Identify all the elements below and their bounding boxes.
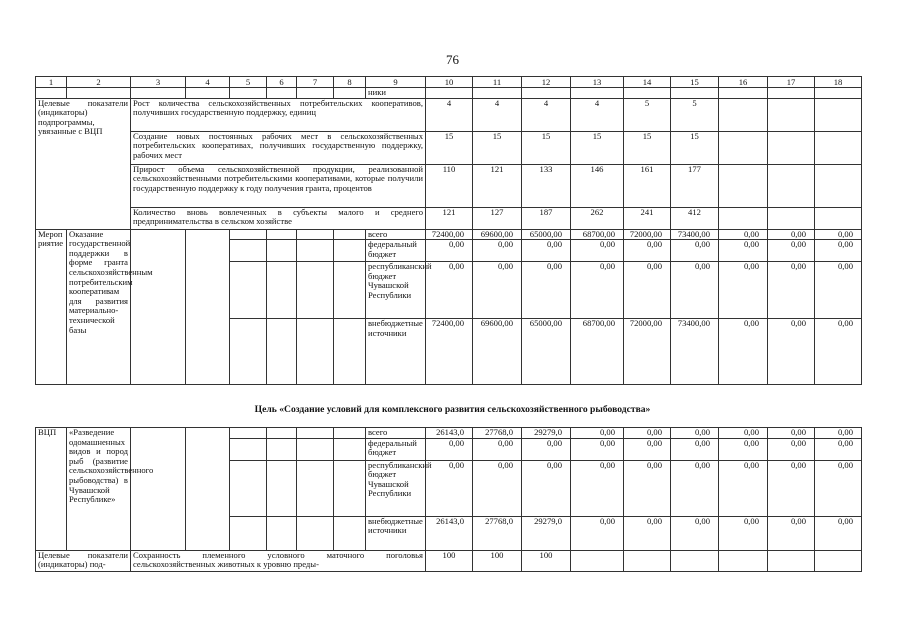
amount-cell: 0,00 [426, 262, 473, 319]
indicator-text: Сохранность племенного условного маточного поголовья сельскохозяйственных животных к уровню преды- [131, 550, 426, 571]
value-cell: 100 [426, 550, 473, 571]
amount-cell: 0,00 [768, 428, 815, 439]
col-number: 11 [473, 77, 522, 88]
measure-type: Мероприятие [36, 229, 67, 385]
amount-cell: 72400,00 [426, 229, 473, 240]
value-cell: 146 [571, 164, 624, 207]
col-number: 3 [131, 77, 186, 88]
table-row [36, 207, 862, 229]
amount-cell: 0,00 [426, 438, 473, 460]
amount-cell: 73400,00 [671, 319, 719, 385]
amount-cell: 0,00 [719, 240, 768, 262]
value-cell: 4 [473, 98, 522, 131]
col-number: 14 [624, 77, 671, 88]
table-row [36, 164, 862, 207]
indicators-label: Целевые показатели (индикаторы) под- [36, 550, 131, 571]
amount-cell: 0,00 [719, 460, 768, 516]
value-cell: 5 [624, 98, 671, 131]
amount-cell: 68700,00 [571, 319, 624, 385]
amount-cell: 0,00 [671, 438, 719, 460]
amount-cell: 72000,00 [624, 229, 671, 240]
col-number: 16 [719, 77, 768, 88]
amount-cell: 0,00 [815, 240, 862, 262]
funding-source-cell: республиканский бюджет Чувашской Республики [366, 460, 426, 516]
funding-source-cell: республиканский бюджет Чувашской Республики [366, 262, 426, 319]
amount-cell: 0,00 [815, 516, 862, 550]
amount-cell: 0,00 [768, 262, 815, 319]
table-row-continuation [36, 88, 862, 99]
value-cell: 177 [671, 164, 719, 207]
col-number: 18 [815, 77, 862, 88]
amount-cell: 0,00 [571, 428, 624, 439]
amount-cell: 0,00 [522, 460, 571, 516]
amount-cell: 0,00 [815, 460, 862, 516]
amount-cell: 72000,00 [624, 319, 671, 385]
amount-cell: 0,00 [815, 319, 862, 385]
value-cell: 412 [671, 207, 719, 229]
amount-cell: 65000,00 [522, 229, 571, 240]
value-cell: 110 [426, 164, 473, 207]
funding-source-cell: ники [366, 88, 426, 99]
amount-cell: 27768,0 [473, 516, 522, 550]
amount-cell: 0,00 [768, 516, 815, 550]
amount-cell: 72400,00 [426, 319, 473, 385]
amount-cell: 0,00 [571, 262, 624, 319]
value-cell: 4 [522, 98, 571, 131]
amount-cell: 69600,00 [473, 229, 522, 240]
value-cell: 121 [473, 164, 522, 207]
budget-table-top [35, 76, 862, 385]
amount-cell: 0,00 [624, 262, 671, 319]
amount-cell: 73400,00 [671, 229, 719, 240]
funding-source-cell: всего [366, 428, 426, 439]
amount-cell: 0,00 [426, 240, 473, 262]
amount-cell: 0,00 [624, 240, 671, 262]
value-cell: 4 [571, 98, 624, 131]
amount-cell: 0,00 [768, 229, 815, 240]
amount-cell: 0,00 [768, 319, 815, 385]
amount-cell: 26143,0 [426, 516, 473, 550]
amount-cell: 0,00 [815, 262, 862, 319]
value-cell: 161 [624, 164, 671, 207]
goal-heading: Цель «Создание условий для комплексного развития сельскохозяйственного рыбоводства» [254, 404, 651, 415]
amount-cell: 0,00 [473, 460, 522, 516]
vcp-name: «Разведение одомашненных видов и пород рыб (развитие сельскохозяйственного рыбоводства) в Чувашской Республике» [67, 428, 131, 551]
col-number: 7 [297, 77, 334, 88]
table-row [36, 229, 862, 240]
value-cell: 187 [522, 207, 571, 229]
amount-cell: 0,00 [522, 240, 571, 262]
col-number: 2 [67, 77, 131, 88]
amount-cell: 0,00 [815, 229, 862, 240]
amount-cell: 0,00 [815, 428, 862, 439]
amount-cell: 0,00 [671, 240, 719, 262]
funding-source-cell: федеральный бюджет [366, 438, 426, 460]
amount-cell: 29279,0 [522, 428, 571, 439]
amount-cell: 0,00 [571, 438, 624, 460]
amount-cell: 0,00 [624, 438, 671, 460]
amount-cell: 0,00 [624, 516, 671, 550]
amount-cell: 0,00 [426, 460, 473, 516]
amount-cell: 0,00 [671, 262, 719, 319]
col-number: 15 [671, 77, 719, 88]
amount-cell: 0,00 [719, 438, 768, 460]
vcp-type: ВЦП [36, 428, 67, 551]
col-number: 6 [267, 77, 297, 88]
value-cell: 262 [571, 207, 624, 229]
value-cell: 133 [522, 164, 571, 207]
amount-cell: 0,00 [671, 460, 719, 516]
table-row [36, 98, 862, 131]
value-cell: 241 [624, 207, 671, 229]
amount-cell: 26143,0 [426, 428, 473, 439]
col-number: 1 [36, 77, 67, 88]
col-number: 8 [334, 77, 366, 88]
amount-cell: 0,00 [719, 516, 768, 550]
amount-cell: 0,00 [719, 262, 768, 319]
table-row [36, 428, 862, 439]
amount-cell: 0,00 [768, 240, 815, 262]
funding-source-cell: федеральный бюджет [366, 240, 426, 262]
table-row [36, 131, 862, 164]
value-cell: 5 [671, 98, 719, 131]
value-cell: 15 [571, 131, 624, 164]
value-cell: 4 [426, 98, 473, 131]
amount-cell: 0,00 [624, 460, 671, 516]
value-cell: 15 [522, 131, 571, 164]
indicators-label: Целевые показатели (индикаторы) подпрограммы, увязанные с ВЦП [36, 98, 131, 229]
budget-table-bottom [35, 427, 862, 572]
col-number: 17 [768, 77, 815, 88]
page-number: 76 [446, 52, 459, 67]
amount-cell: 0,00 [473, 438, 522, 460]
amount-cell: 0,00 [671, 516, 719, 550]
value-cell: 15 [671, 131, 719, 164]
value-cell: 100 [522, 550, 571, 571]
value-cell: 127 [473, 207, 522, 229]
amount-cell: 0,00 [671, 428, 719, 439]
col-number: 4 [186, 77, 230, 88]
amount-cell: 0,00 [571, 240, 624, 262]
indicator-text: Количество вновь вовлеченных в субъекты малого и среднего предпринимательства в сельском хозяйстве [131, 207, 426, 229]
value-cell: 121 [426, 207, 473, 229]
amount-cell: 0,00 [571, 460, 624, 516]
amount-cell: 0,00 [719, 319, 768, 385]
col-number: 10 [426, 77, 473, 88]
amount-cell: 0,00 [624, 428, 671, 439]
funding-source-cell: внебюджетные источники [366, 516, 426, 550]
amount-cell: 65000,00 [522, 319, 571, 385]
funding-source-cell: всего [366, 229, 426, 240]
amount-cell: 0,00 [815, 438, 862, 460]
amount-cell: 0,00 [768, 460, 815, 516]
col-number: 12 [522, 77, 571, 88]
amount-cell: 0,00 [768, 438, 815, 460]
indicator-text: Рост количества сельскохозяйственных потребительских кооперативов, получивших государственную поддержку, единиц [131, 98, 426, 131]
value-cell: 15 [624, 131, 671, 164]
col-number: 13 [571, 77, 624, 88]
table-row [36, 550, 862, 571]
value-cell: 15 [473, 131, 522, 164]
amount-cell: 27768,0 [473, 428, 522, 439]
column-number-row [36, 77, 862, 88]
amount-cell: 0,00 [719, 229, 768, 240]
measure-name: Оказание государственной поддержки в форме гранта сельскохозяйственным потребительским кооперативам для развития материально-технической базы [67, 229, 131, 385]
value-cell: 15 [426, 131, 473, 164]
amount-cell: 69600,00 [473, 319, 522, 385]
funding-source-cell: внебюджетные источники [366, 319, 426, 385]
value-cell: 100 [473, 550, 522, 571]
amount-cell: 0,00 [473, 240, 522, 262]
amount-cell: 0,00 [473, 262, 522, 319]
amount-cell: 0,00 [522, 262, 571, 319]
indicator-text: Прирост объема сельскохозяйственной продукции, реализованной сельскохозяйственными потребительскими кооперативами, которые получили государственную поддержку к году получения гранта, процентов [131, 164, 426, 207]
amount-cell: 0,00 [571, 516, 624, 550]
amount-cell: 68700,00 [571, 229, 624, 240]
amount-cell: 0,00 [522, 438, 571, 460]
col-number: 5 [230, 77, 267, 88]
amount-cell: 29279,0 [522, 516, 571, 550]
indicator-text: Создание новых постоянных рабочих мест в сельскохозяйственных потребительских кооперативах, получивших государственную поддержку, рабочих мест [131, 131, 426, 164]
amount-cell: 0,00 [719, 428, 768, 439]
col-number: 9 [366, 77, 426, 88]
